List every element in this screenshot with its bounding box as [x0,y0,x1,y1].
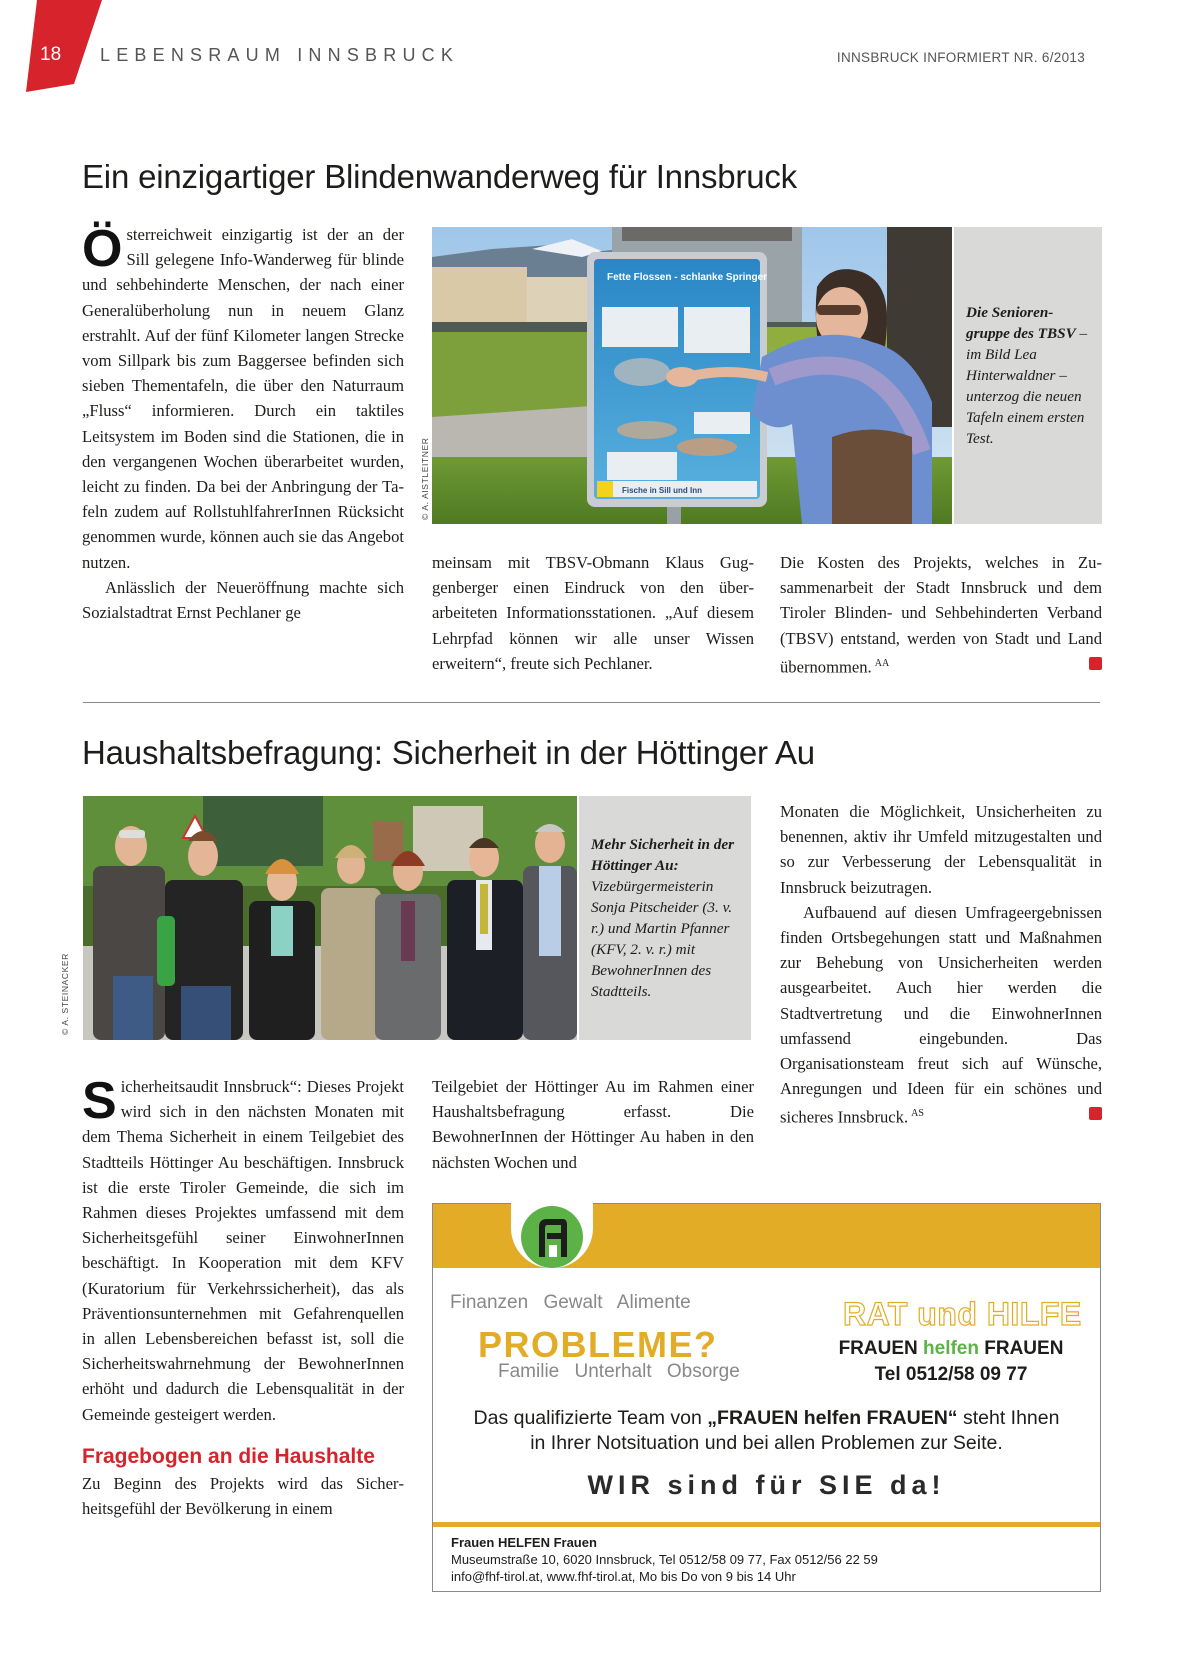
ad-description: Das qualifizierte Team von „FRAUEN helfen FRAUEN“ steht Ihnen in Ihrer Notsituation und bei allen Problemen zur Seite. [473,1407,1060,1454]
photo-blind-trail-sign [432,227,952,524]
article2-col1: Sicherheitsaudit Innsbruck“: Dieses Projekt wird sich in den nächsten Monaten mit dem Thema Sicherheit in einem Teilgebiet des Stadtteils Höttinger Au beschäftigen. Innsbruck ist die erste Tiroler Gemeinde, die sich im Rahmen dieses Projektes umfassend mit dem Sicherheitsgefühl seiner EinwohnerInnen beschäftigt. In Kooperation mit dem KFV (Kuratorium für Verkehrssicherheit), das als Präventionsunternehmen mit Gefahrenquellen in allen Lebensbereichen befasst ist, soll die Sicherheitswahrnehmung der BewohnerInnen erhöht und dadurch die Lebensqualität in der Gemeinde gesteigert werden. Fragebogen an die Haushalte Zu Beginn des Projekts wird das Sicherheitsgefühl der Bevölkerung in einem [82,1072,404,1519]
article2-col2: Teilgebiet der Höttinger Au im Rahmen einer Haushaltsbefragung erfasst. Die BewohnerInnen der Höttinger Au haben in den nächsten Wochen und [432,1077,754,1172]
article1-photo [432,227,952,524]
article2-subhead: Fragebogen an die Haushalte [82,1444,375,1468]
dropcap: S [82,1072,117,1130]
article1-col1: Österreichweit einzigartig ist der an der Sill gelegene Info-Wanderweg für blinde und sehbehinderte Menschen, der nach einer Generalüberholung nun in neuem Glanz erstrahlt. Auf der fünf Kilometer langen Strecke vom Sillpark bis zum Baggersee befinden sich sieben Thementafeln, die über den Naturraum „Fluss“ informieren. Durch ein taktiles Leitsystem im Boden sind die Stationen, die in den vergangenen Wochen überarbeitet wurden, leicht zu finden. Da bei der Anbringung der Tafeln zudem auf RollstuhlfahrerInnen Rücksicht genommen wurde, können auch sie das Angebot nutzen. Anlässlich der Neueröffnung machte sich Sozialstadtrat Ernst Pechlaner ge [82,220,404,623]
svg-text:Fische in Sill und Inn: Fische in Sill und Inn [622,486,703,495]
author-initials: AS [911,1108,924,1120]
article2-headline: Haushaltsbefragung: Sicherheit in der Höttinger Au [82,734,815,771]
article2-col3: Monaten die Möglichkeit, Unsicherheiten zu benennen, aktiv ihr Umfeld mitzugestalten und so zur Verbesserung der Lebensqualität in Innsbruck beizutragen. Aufbauend auf diesen Umfrageergebnissen finden Ortsbegehungen statt und Maßnahmen zur Behebung von Unsicherheiten werden ausgearbeitet. Auch hier werden die Stadtvertretung und die EinwohnerInnen umfassend eingebunden. Das Organisationsteam freut sich auf Wünsche, Anregungen und Ideen für ein schönes und sicheres Innsbruck. $^{AS}$ [780,802,1102,1127]
svg-text:Fette Flossen - schlanke Sprin: Fette Flossen - schlanke Springer [607,272,768,283]
advertisement-frauen-helfen-frauen [432,1203,1101,1592]
photo-credit: © A. STEINACKER [60,953,70,1035]
ad-footer: Frauen HELFEN Frauen Museumstraße 10, 6020 Innsbruck, Tel 0512/58 09 77, Fax 0512/56 22 59 info@fhf-tirol.at, www.fhf-tirol.at, Mo bis Do von 9 bis 14 Uhr [451,1535,878,1584]
ad-org-name: FRAUEN helfen FRAUEN [838,1338,1064,1359]
page-number-tab [26,0,102,92]
fhf-logo-icon [521,1206,583,1268]
article1-caption: Die Seniorengruppe des TBSV – im Bild Lea Hinterwaldner – unterzog die neuen Tafeln einem ersten Test. [966,304,1088,447]
page-number: 18 [40,44,62,65]
ad-problem-heading: PROBLEME? [478,1324,718,1365]
fhf-logo-mark [535,1217,569,1257]
article1-col3: Die Kosten des Projekts, welches in Zusammenarbeit der Stadt Innsbruck und dem Tiroler Blinden- und Sehbehinderten Verband (TBSV) entstand, werden von Stadt und Land übernommen. $^{AA}$ [780,553,1102,677]
issue-label: INNSBRUCK INFORMIERT NR. 6/2013 [836,50,1085,65]
photo-credit: © A. AISTLEITNER [420,437,430,520]
article2-photo [83,796,577,1040]
dropcap: Ö [82,220,123,278]
article-end-mark [1089,1107,1102,1120]
ad-divider [433,1522,1100,1527]
ad-contact-links: info@fhf-tirol.at, www.fhf-tirol.at, Mo bis Do von 9 bis 14 Uhr [451,1569,796,1584]
ad-phone: Tel 0512/58 09 77 [874,1364,1028,1385]
ad-topics-top: Finanzen Gewalt Alimente [450,1292,691,1313]
article-end-mark [1089,657,1102,670]
ad-rat-und-hilfe: RAT und HILFE [843,1296,1082,1332]
ad-slogan: WIR sind für SIE da! [587,1470,946,1500]
author-initials: AA [874,657,890,669]
ad-topics-bottom: Familie Unterhalt Obsorge [498,1361,740,1382]
section-label: LEBENSRAUM INNSBRUCK [100,45,460,65]
article-divider [83,702,1100,703]
article1-caption-box [954,227,1102,524]
article2-caption-box [579,796,751,1040]
article2-caption: Mehr Sicherheit in der Höttinger Au: Vizebürgermeisterin Sonja Pitscheider (3. v. r.) und Martin Pfanner (KFV, 2. v. r.) mit BewohnerInnen des Stadtteils. [591,836,735,1000]
article1-headline: Ein einzigartiger Blindenwanderweg für Innsbruck [82,158,797,195]
photo-group-hoettinger-au [83,796,577,1040]
article1-col2: meinsam mit TBSV-Obmann Klaus Guggenberger einen Eindruck von den überarbeiteten Informationsstationen. „Auf diesem Lehrpfad können wir alle unser Wissen erweitern“, freute sich Pechlaner. [432,553,754,673]
